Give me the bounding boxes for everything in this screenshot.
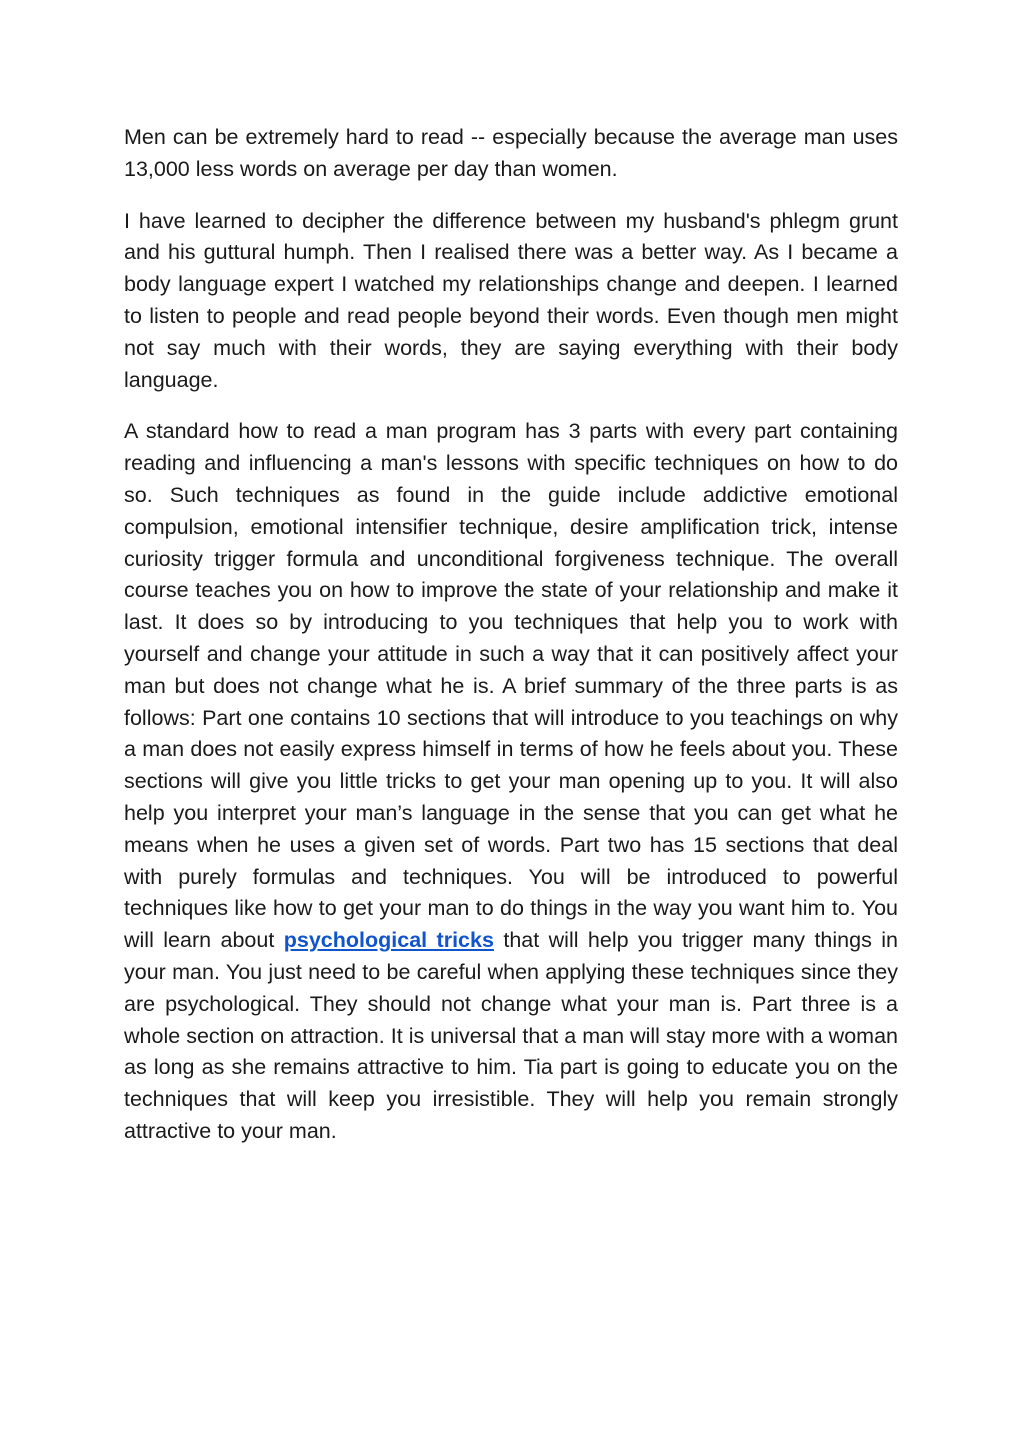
- paragraph-program: [124, 416, 898, 1147]
- paragraph-intro: Men can be extremely hard to read -- especially because the average man uses 13,000 less words on average per day than women.: [124, 125, 898, 181]
- paragraph-program-text-end: that will help you trigger many things in your man. You just need to be careful when applying these techniques since they are psychological. They should not change what your man is. Part three is a whole section on attraction. It is universal that a man will stay more with a woman as long as she remains attractive to him. Tia part is going to educate you on the techniques that will keep you irresistible. They will help you remain strongly attractive to your man.: [124, 928, 898, 1143]
- paragraph-program-text-start: A standard how to read a man program has 3 parts with every part containing reading and influencing a man's lessons with specific techniques on how to do so. Such techniques as found in the guide include addictive emotional compulsion, emotional intensifier technique, desire amplification trick, intense curiosity trigger formula and unconditional forgiveness technique. The overall course teaches you on how to improve the state of your relationship and make it last. It does so by introducing to you techniques that help you to work with yourself and change your attitude in such a way that it can positively affect your man but does not change what he is. A brief summary of the three parts is as follows: Part one contains 10 sections that will introduce to you teachings on why a man does not easily express himself in terms of how he feels about you. These sections will give you little tricks to get your man opening up to you. It will also help you interpret your man’s language in the sense that you can get what he means when he uses a given set of words. Part two has 15 sections that deal with purely formulas and techniques. You will be introduced to powerful techniques like how to get your man to do things in the way you want him to. You will learn about: [124, 419, 898, 953]
- paragraph-husband: I have learned to decipher the difference between my husband's phlegm grunt and his guttural humph. Then I realised there was a better way. As I became a body language expert I watched my relationships change and deepen. I learned to listen to people and read people beyond their words. Even though men might not say much with their words, they are saying everything with their body language.: [124, 208, 898, 392]
- document-page: [124, 122, 898, 1168]
- psychological-tricks-link[interactable]: psychological tricks: [283, 928, 494, 953]
